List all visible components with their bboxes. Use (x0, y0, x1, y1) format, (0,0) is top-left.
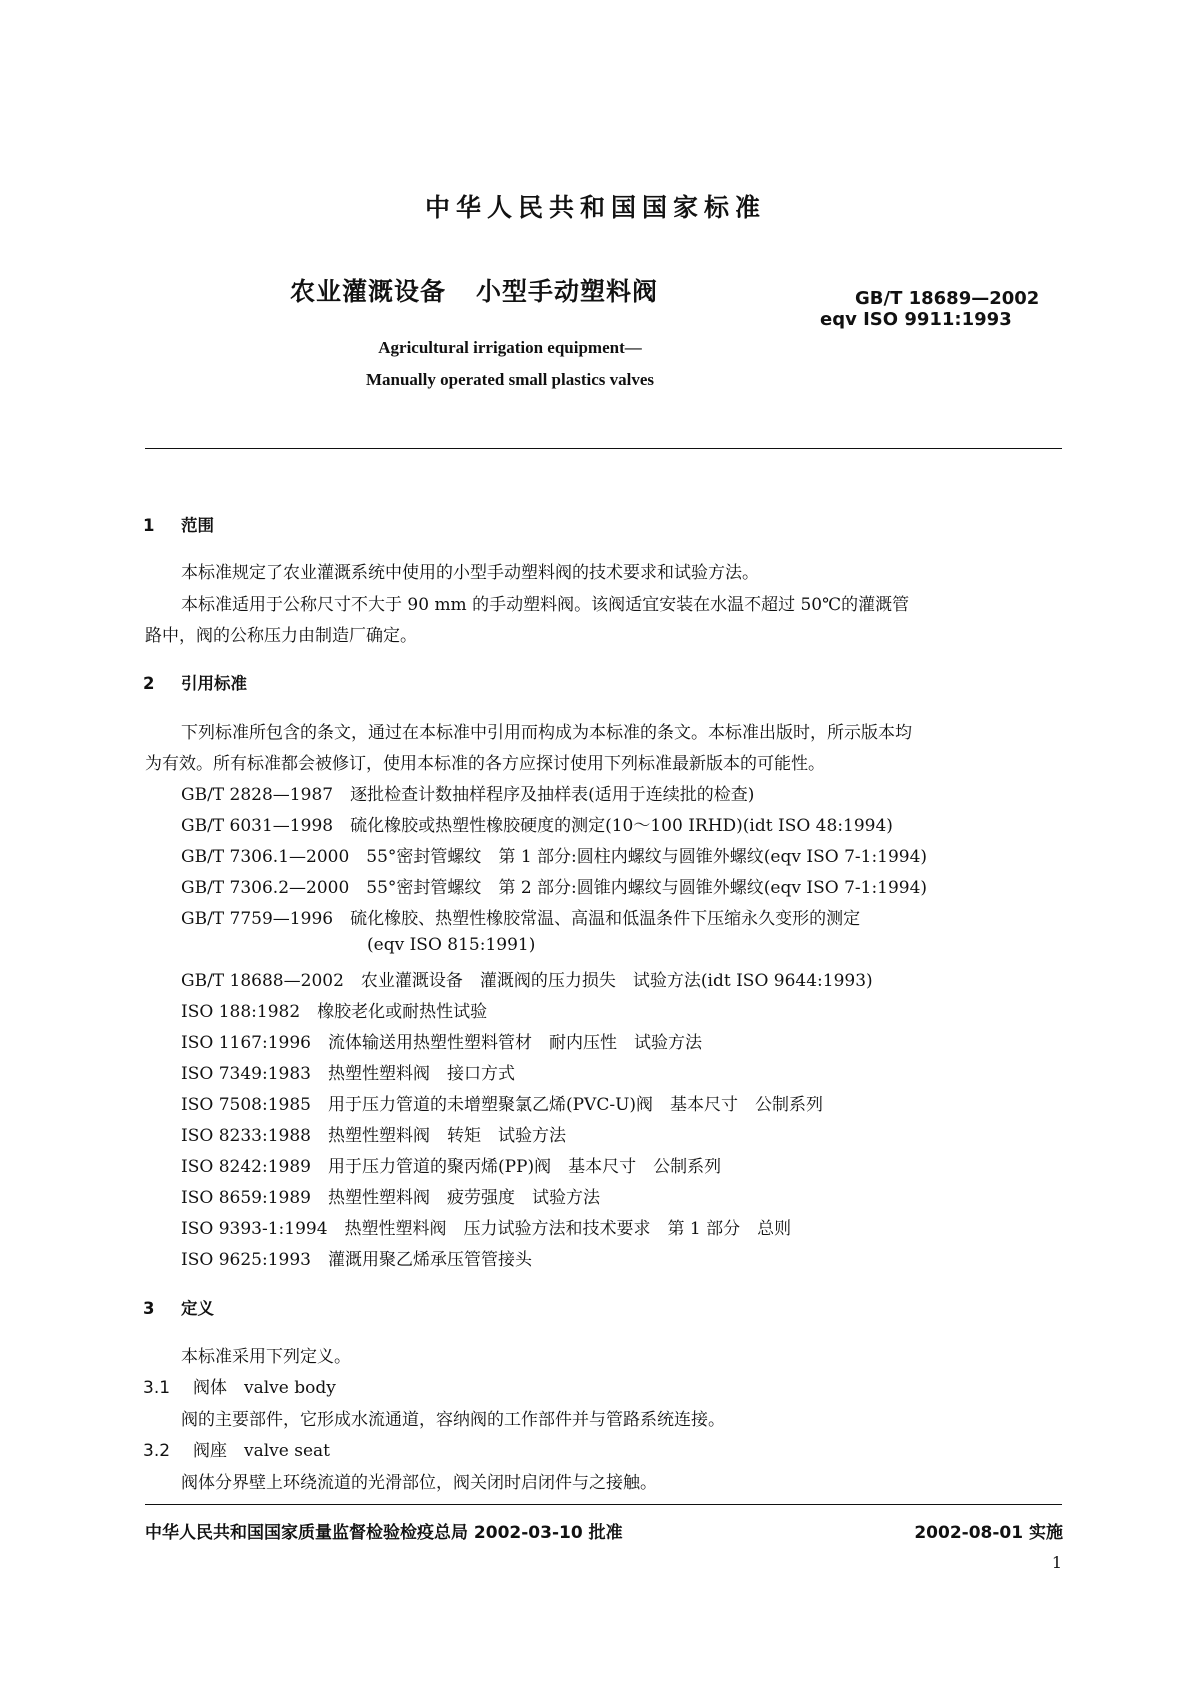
reference-item (181, 811, 893, 836)
reference-title: 逐批检查计数抽样程序及抽样表(适用于连续批的检查) (350, 785, 755, 805)
reference-item (181, 1183, 600, 1208)
section-title: 引用标准 (181, 674, 247, 693)
section-title: 范围 (181, 516, 214, 535)
header-rule (145, 448, 1062, 449)
section-1-para1: 本标准规定了农业灌溉系统中使用的小型手动塑料阀的技术要求和试验方法。 (181, 563, 759, 583)
equivalent-standard: eqv ISO 9911:1993 (820, 309, 1012, 330)
reference-code: GB/T 7306.2—2000 (181, 878, 350, 898)
reference-code: GB/T 7759—1996 (181, 909, 334, 929)
definition-3-2-heading (143, 1436, 330, 1461)
implementation-date: 2002-08-01 实施 (914, 1523, 1063, 1543)
reference-code: GB/T 2828—1987 (181, 785, 334, 805)
section-1-heading (143, 512, 214, 536)
section-number: 1 (143, 516, 155, 535)
reference-code: ISO 8242:1989 (181, 1157, 311, 1177)
definition-3-1-heading (143, 1373, 336, 1398)
reference-code: ISO 7349:1983 (181, 1064, 311, 1084)
page-number: 1 (1051, 1553, 1062, 1572)
section-3-intro: 本标准采用下列定义。 (181, 1347, 351, 1367)
reference-code: ISO 7508:1985 (181, 1095, 311, 1115)
reference-title: 55°密封管螺纹 第 2 部分:圆锥内螺纹与圆锥外螺纹(eqv ISO 7-1:1994) (366, 878, 928, 898)
reference-title: 用于压力管道的聚丙烯(PP)阀 基本尺寸 公制系列 (327, 1157, 722, 1177)
reference-item-continuation (367, 935, 535, 955)
section-number: 3 (143, 1299, 155, 1318)
section-3-heading (143, 1295, 214, 1319)
section-2-intro-line1: 下列标准所包含的条文，通过在本标准中引用而构成为本标准的条文。本标准出版时，所示版本均 (181, 723, 912, 743)
reference-title: 热塑性塑料阀 疲劳强度 试验方法 (327, 1188, 600, 1208)
reference-title: 硫化橡胶或热塑性橡胶硬度的测定(10～100 IRHD)(idt ISO 48:1994) (350, 816, 893, 836)
standard-number: GB/T 18689—2002 (855, 288, 1040, 309)
reference-title: 热塑性塑料阀 转矩 试验方法 (327, 1126, 566, 1146)
definition-term-en: valve body (244, 1378, 336, 1398)
definition-number: 3.1 (143, 1378, 171, 1398)
chinese-title-part1: 农业灌溉设备 (290, 277, 447, 306)
chinese-title-part2: 小型手动塑料阀 (476, 277, 659, 306)
section-1-para2-line1: 本标准适用于公称尺寸不大于 90 mm 的手动塑料阀。该阀适宜安装在水温不超过 50℃的灌溉管 (181, 595, 910, 615)
approval-statement: 中华人民共和国国家质量监督检验检疫总局 2002-03-10 批准 (145, 1523, 623, 1543)
reference-title: 灌溉用聚乙烯承压管管接头 (327, 1250, 532, 1270)
reference-title: 橡胶老化或耐热性试验 (317, 1002, 488, 1022)
definition-term-cn: 阀体 (193, 1378, 227, 1398)
reference-item (181, 1214, 791, 1239)
footer-rule (145, 1504, 1062, 1505)
section-2-heading (143, 670, 247, 694)
chinese-title (290, 272, 658, 308)
reference-title: 用于压力管道的未增塑聚氯乙烯(PVC-U)阀 基本尺寸 公制系列 (327, 1095, 824, 1115)
english-title-line1: Agricultural irrigation equipment— (378, 338, 642, 357)
national-standard-heading: 中华人民共和国国家标准 (424, 193, 766, 222)
reference-item (181, 842, 927, 867)
reference-title: 热塑性塑料阀 压力试验方法和技术要求 第 1 部分 总则 (344, 1219, 792, 1239)
section-2-intro-line2: 为有效。所有标准都会被修订，使用本标准的各方应探讨使用下列标准最新版本的可能性。 (145, 754, 825, 774)
reference-item (181, 997, 487, 1022)
reference-item (181, 904, 860, 929)
reference-code: ISO 8233:1988 (181, 1126, 311, 1146)
reference-title: 流体输送用热塑性塑料管材 耐内压性 试验方法 (327, 1033, 702, 1053)
reference-code: ISO 188:1982 (181, 1002, 301, 1022)
reference-item (181, 873, 927, 898)
reference-code: ISO 8659:1989 (181, 1188, 311, 1208)
definition-term-cn: 阀座 (193, 1441, 227, 1461)
reference-item (181, 1059, 515, 1084)
reference-code: ISO 1167:1996 (181, 1033, 311, 1053)
reference-title: 55°密封管螺纹 第 1 部分:圆柱内螺纹与圆锥外螺纹(eqv ISO 7-1:1994) (366, 847, 928, 867)
reference-code: GB/T 6031—1998 (181, 816, 334, 836)
reference-title: (eqv ISO 815:1991) (367, 935, 536, 955)
reference-item (181, 1028, 702, 1053)
reference-item (181, 1152, 721, 1177)
reference-code: GB/T 7306.1—2000 (181, 847, 350, 867)
definition-3-1-text: 阀的主要部件，它形成水流通道，容纳阀的工作部件并与管路系统连接。 (181, 1410, 725, 1430)
definition-term-en: valve seat (244, 1441, 330, 1461)
reference-code: GB/T 18688—2002 (181, 971, 344, 991)
definition-3-2-text: 阀体分界壁上环绕流道的光滑部位，阀关闭时启闭件与之接触。 (181, 1473, 657, 1493)
reference-item (181, 780, 754, 805)
reference-code: ISO 9393-1:1994 (181, 1219, 328, 1239)
definition-number: 3.2 (143, 1441, 171, 1461)
reference-item (181, 1090, 823, 1115)
reference-code: ISO 9625:1993 (181, 1250, 311, 1270)
section-number: 2 (143, 674, 155, 693)
reference-title: 农业灌溉设备 灌溉阀的压力损失 试验方法(idt ISO 9644:1993) (360, 971, 873, 991)
reference-title: 硫化橡胶、热塑性橡胶常温、高温和低温条件下压缩永久变形的测定 (350, 909, 861, 929)
english-title-line2: Manually operated small plastics valves (365, 370, 655, 389)
section-1-para2-line2: 路中，阀的公称压力由制造厂确定。 (145, 626, 417, 646)
reference-title: 热塑性塑料阀 接口方式 (327, 1064, 515, 1084)
section-title: 定义 (181, 1299, 214, 1318)
reference-item (181, 1245, 532, 1270)
reference-item (181, 1121, 566, 1146)
reference-item (181, 966, 873, 991)
